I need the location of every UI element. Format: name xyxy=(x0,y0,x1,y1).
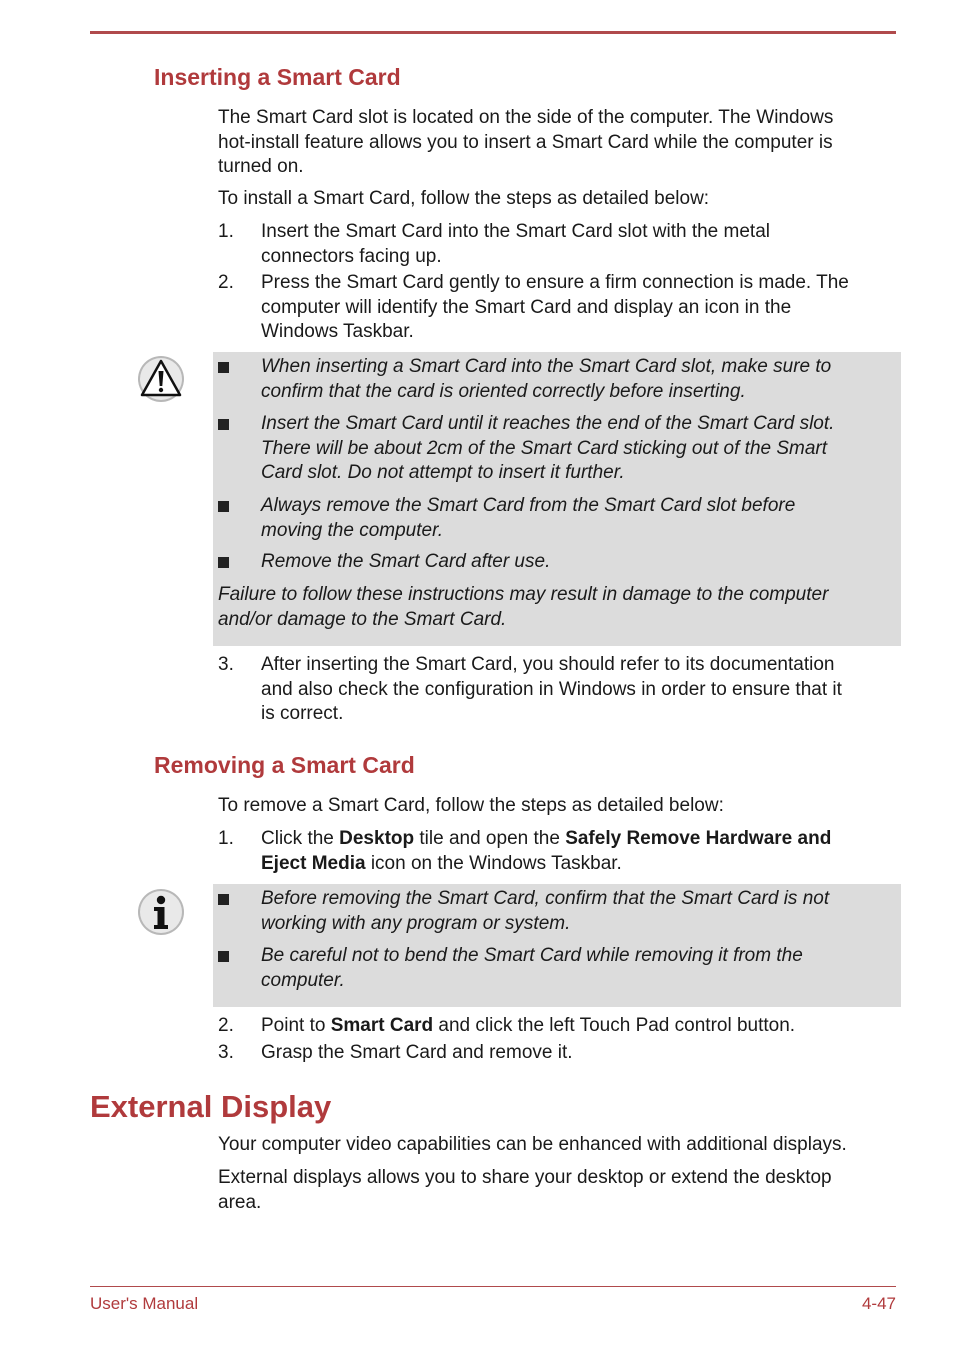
text-line: Always remove the Smart Card from the Smart Card slot before xyxy=(261,495,796,516)
text-line: Eject Media icon on the Windows Taskbar. xyxy=(261,852,622,874)
caution-item xyxy=(261,494,893,543)
bullet-icon xyxy=(218,501,229,512)
text-line: Failure to follow these instructions may result in damage to the computer xyxy=(218,584,829,605)
step-number: 3. xyxy=(218,654,234,675)
step-text: Grasp the Smart Card and remove it. xyxy=(261,1042,573,1063)
text-line: and/or damage to the Smart Card. xyxy=(218,608,507,630)
text-line: Before removing the Smart Card, confirm that the Smart Card is not xyxy=(261,888,830,909)
text-line: turned on. xyxy=(218,156,304,177)
step-number: 1. xyxy=(218,221,234,242)
step-text: Point to Smart Card and click the left Touch Pad control button. xyxy=(261,1015,796,1036)
text-line: When inserting a Smart Card into the Smart Card slot, make sure to xyxy=(261,356,832,377)
step-text xyxy=(261,653,901,727)
text-line: Insert the Smart Card into the Smart Card slot with the metal xyxy=(261,221,770,242)
section-heading-external-display: External Display xyxy=(90,1089,332,1124)
step-number: 3. xyxy=(218,1042,234,1063)
text-line: Press the Smart Card gently to ensure a firm connection is made. The xyxy=(261,272,849,293)
warning-triangle-icon xyxy=(137,355,185,403)
text-line: The Smart Card slot is located on the side of the computer. The Windows xyxy=(218,107,834,128)
text-line: Remove the Smart Card after use. xyxy=(261,551,551,572)
text-line: Card slot. Do not attempt to insert it further. xyxy=(261,462,625,483)
info-icon xyxy=(137,888,185,936)
caution-footer xyxy=(218,583,888,632)
bullet-icon xyxy=(218,362,229,373)
header-rule xyxy=(90,31,896,34)
section-heading-removing: Removing a Smart Card xyxy=(154,752,415,778)
text-line: Windows Taskbar. xyxy=(261,321,414,342)
bullet-icon xyxy=(218,951,229,962)
text-line: External displays allows you to share your desktop or extend the desktop xyxy=(218,1167,832,1188)
text-line: hot-install feature allows you to insert a Smart Card while the computer is xyxy=(218,131,833,153)
section-heading-inserting: Inserting a Smart Card xyxy=(154,64,401,90)
step-number: 2. xyxy=(218,1015,234,1036)
footer-page-number: 4-47 xyxy=(861,1294,896,1313)
text-line: is correct. xyxy=(261,703,344,724)
text-line: computer will identify the Smart Card and display an icon in the xyxy=(261,296,792,318)
caution-item xyxy=(261,355,893,404)
text-line: connectors facing up. xyxy=(261,245,442,267)
step-number: 1. xyxy=(218,828,234,849)
external-paragraph xyxy=(218,1166,898,1215)
text-line: After inserting the Smart Card, you should refer to its documentation xyxy=(261,654,835,675)
footer-manual-title: User's Manual xyxy=(90,1294,199,1313)
step-number: 2. xyxy=(218,272,234,293)
caution-item xyxy=(261,412,893,486)
text-line: Be careful not to bend the Smart Card while removing it from the xyxy=(261,945,803,966)
text-line: moving the computer. xyxy=(261,519,443,541)
text-line: computer. xyxy=(261,969,345,991)
bullet-icon xyxy=(218,419,229,430)
text-line: Insert the Smart Card until it reaches the end of the Smart Card slot. xyxy=(261,413,835,434)
note-item xyxy=(261,887,893,936)
text-line: There will be about 2cm of the Smart Card sticking out of the Smart xyxy=(261,437,828,459)
note-item xyxy=(261,944,893,993)
external-paragraph: Your computer video capabilities can be enhanced with additional displays. xyxy=(218,1134,847,1155)
intro-paragraph xyxy=(218,106,898,180)
step-text xyxy=(261,271,901,345)
footer-rule xyxy=(90,1286,896,1287)
bullet-icon xyxy=(218,557,229,568)
remove-intro: To remove a Smart Card, follow the steps as detailed below: xyxy=(218,795,724,816)
bullet-icon xyxy=(218,894,229,905)
step-text xyxy=(261,220,901,269)
step-text xyxy=(261,827,901,876)
caution-item xyxy=(261,550,893,575)
text-line: working with any program or system. xyxy=(261,912,571,934)
text-line: Click the Desktop tile and open the Safely Remove Hardware and xyxy=(261,828,832,849)
text-line: area. xyxy=(218,1191,262,1213)
install-intro: To install a Smart Card, follow the steps as detailed below: xyxy=(218,188,710,209)
text-line: and also check the configuration in Windows in order to ensure that it xyxy=(261,678,842,700)
text-line: confirm that the card is oriented correctly before inserting. xyxy=(261,380,746,402)
